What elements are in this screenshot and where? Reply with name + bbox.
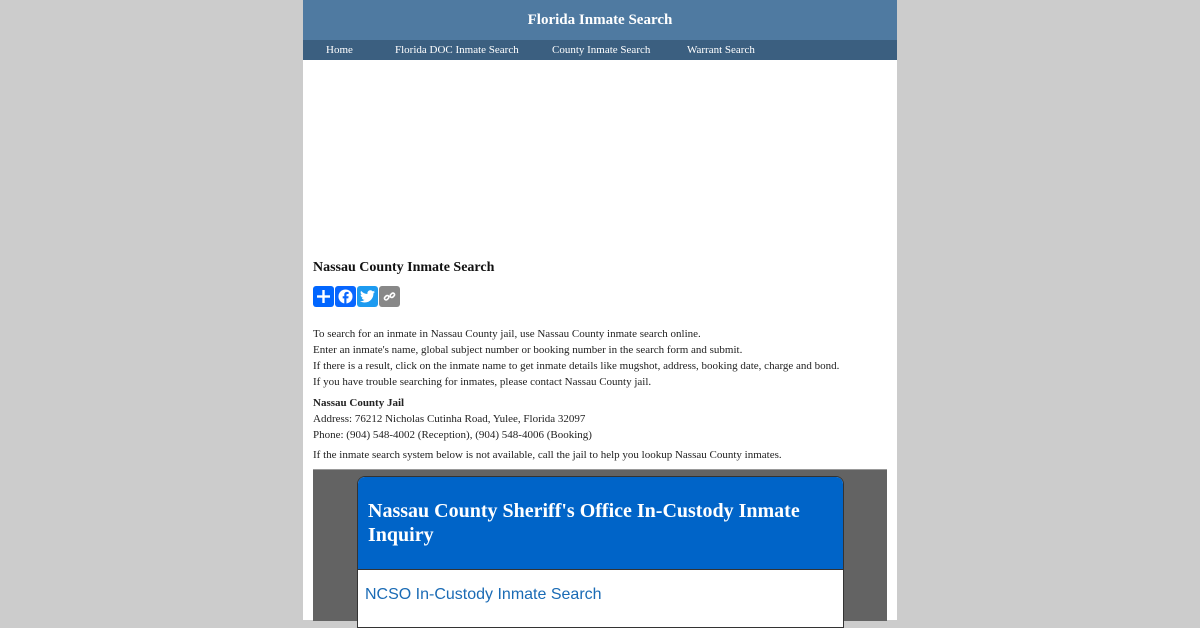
- intro-text: [313, 326, 887, 390]
- jail-name: Nassau County Jail: [313, 397, 405, 409]
- share-twitter-button[interactable]: [357, 286, 378, 307]
- share-add-button[interactable]: [313, 286, 334, 307]
- inmate-inquiry-card: [357, 476, 844, 628]
- embedded-search-frame: [313, 469, 887, 621]
- share-buttons: [313, 286, 400, 307]
- nav-florida-doc-inmate-search[interactable]: Florida DOC Inmate Search: [395, 44, 519, 56]
- nav-county-inmate-search[interactable]: County Inmate Search: [552, 44, 651, 56]
- site-title[interactable]: Florida Inmate Search: [527, 12, 673, 28]
- intro-line: If there is a result, click on the inmate name to get inmate details like mugshot, address, booking date, charge and bond.: [313, 360, 840, 372]
- nav-warrant-search[interactable]: Warrant Search: [687, 44, 755, 56]
- intro-line: If you have trouble searching for inmates, please contact Nassau County jail.: [313, 376, 652, 388]
- plus-icon: [317, 290, 330, 303]
- nav-home[interactable]: Home: [326, 44, 353, 56]
- inquiry-heading: Nassau County Sheriff's Office In-Custody Inmate Inquiry: [358, 477, 843, 570]
- intro-line: To search for an inmate in Nassau County jail, use Nassau County inmate search online.: [313, 328, 701, 340]
- jail-address: Address: 76212 Nicholas Cutinha Road, Yulee, Florida 32097: [313, 413, 586, 425]
- page-title: Nassau County Inmate Search: [313, 260, 495, 275]
- jail-info: [313, 395, 592, 443]
- intro-line: Enter an inmate's name, global subject number or booking number in the search form and submit.: [313, 344, 743, 356]
- link-icon: [383, 290, 396, 303]
- share-facebook-button[interactable]: [335, 286, 356, 307]
- facebook-icon: [338, 289, 353, 304]
- availability-note: If the inmate search system below is not available, call the jail to help you lookup Nassau County inmates.: [313, 449, 782, 461]
- copy-link-button[interactable]: [379, 286, 400, 307]
- main-nav: [303, 40, 897, 60]
- twitter-icon: [360, 290, 375, 303]
- jail-phone: Phone: (904) 548-4002 (Reception), (904) 548-4006 (Booking): [313, 429, 592, 441]
- ncso-search-link[interactable]: NCSO In-Custody Inmate Search: [365, 586, 602, 603]
- page-container: [303, 0, 897, 620]
- site-header: [303, 0, 897, 40]
